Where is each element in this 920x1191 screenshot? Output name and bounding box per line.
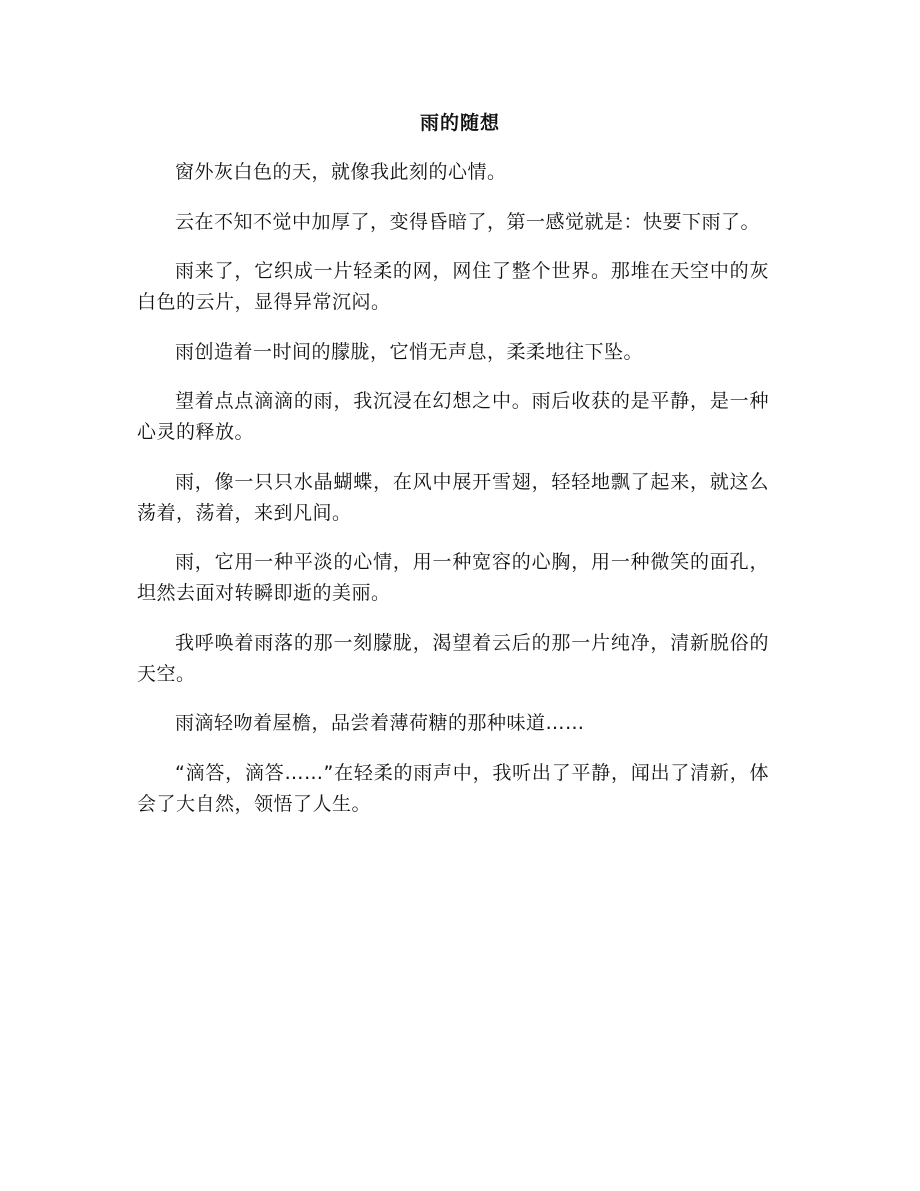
document-title: 雨的随想 xyxy=(419,112,500,134)
paragraph: 雨，它用一种平淡的心情，用一种宽容的心胸，用一种微笑的面孔，坦然去面对转瞬即逝的美丽。 xyxy=(137,551,769,604)
paragraph: 雨滴轻吻着屋檐，品尝着薄荷糖的那种味道…… xyxy=(175,712,585,734)
paragraph: 雨，像一只只水晶蝴蝶，在风中展开雪翅，轻轻地飘了起来，就这么荡着，荡着，来到凡间。 xyxy=(137,470,769,524)
paragraph: 雨创造着一时间的朦胧，它悄无声息，柔柔地往下坠。 xyxy=(175,340,644,363)
paragraph: 我呼唤着雨落的那一刻朦胧，渴望着云后的那一片纯净，清新脱俗的天空。 xyxy=(137,631,769,685)
document-body xyxy=(137,157,769,838)
paragraph: 窗外灰白色的天，就像我此刻的心情。 xyxy=(175,161,507,183)
paragraph: “滴答，滴答……”在轻柔的雨声中，我听出了平静，闻出了清新，体会了大自然，领悟了人生。 xyxy=(137,761,769,815)
paragraph: 雨来了，它织成一片轻柔的网，网住了整个世界。那堆在天空中的灰白色的云片，显得异常沉闷。 xyxy=(137,260,769,313)
paragraph: 云在不知不觉中加厚了，变得昏暗了，第一感觉就是：快要下雨了。 xyxy=(175,210,761,233)
paragraph: 望着点点滴滴的雨，我沉浸在幻想之中。雨后收获的是平静，是一种心灵的释放。 xyxy=(137,390,769,443)
